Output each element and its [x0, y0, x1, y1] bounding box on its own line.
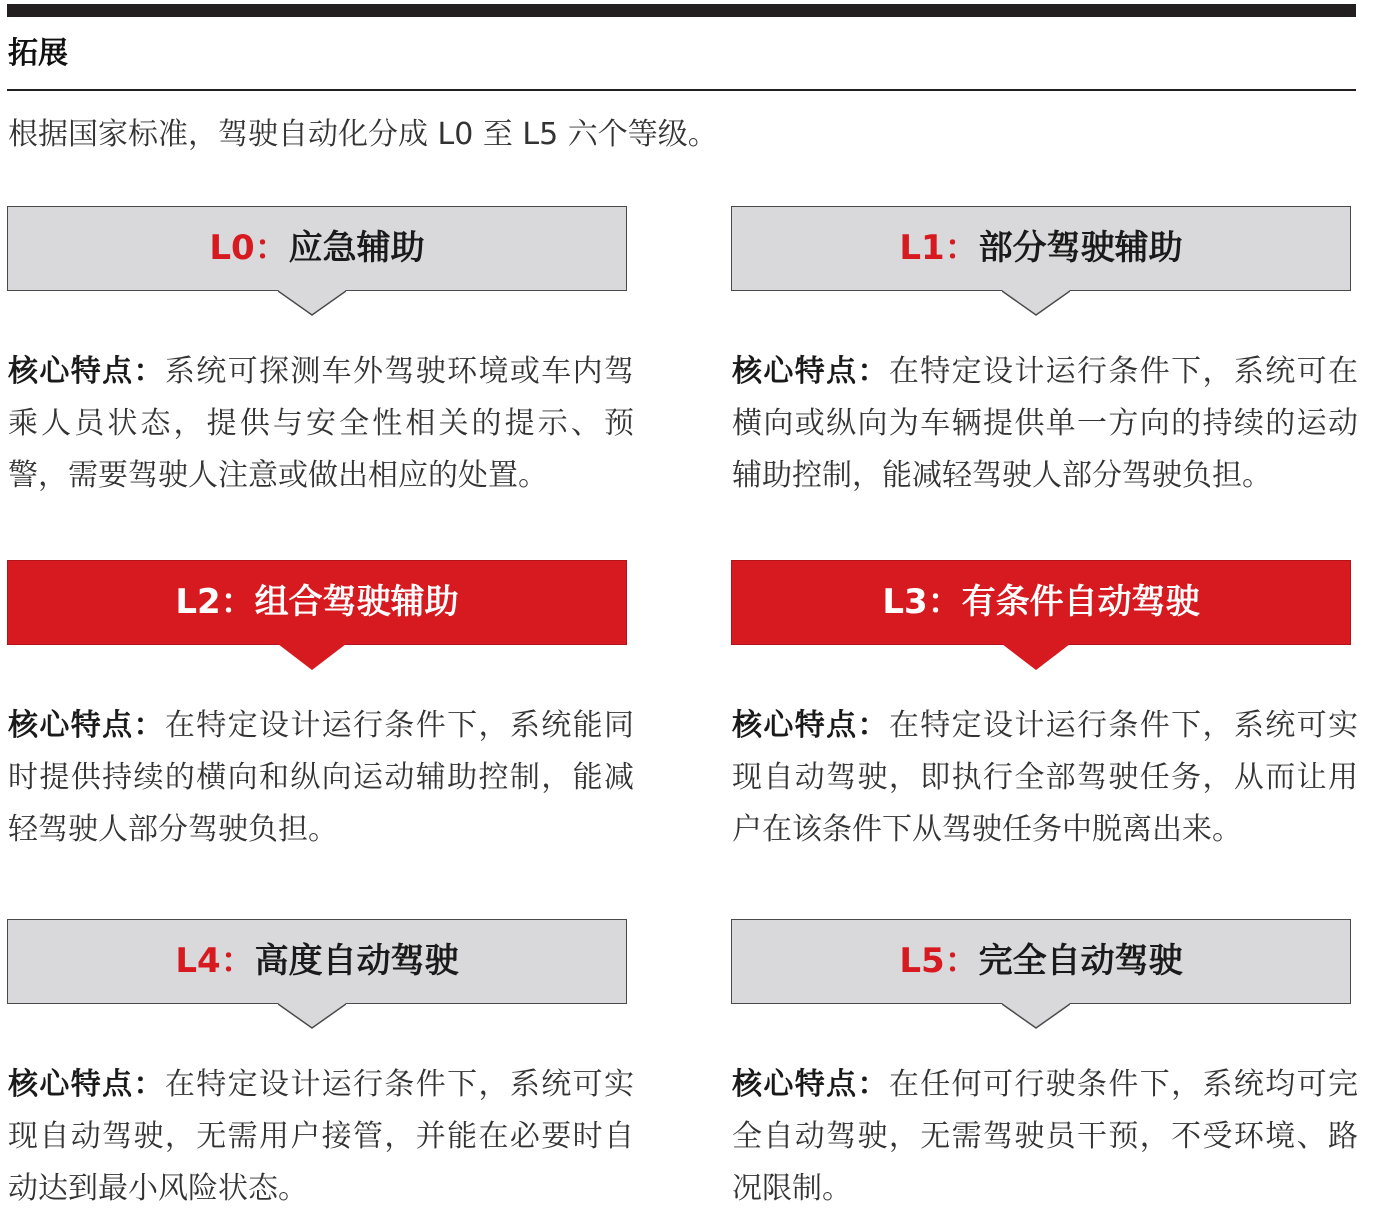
feature-text: 在特定设计运行条件下，系统可实现自动驾驶，无需用户接管，并能在必要时自动达到最小风险状态。 — [8, 1067, 635, 1206]
feature-label: 核心特点： — [8, 354, 165, 389]
level-description-l0 — [8, 346, 634, 502]
feature-label: 核心特点： — [8, 708, 165, 743]
feature-text: 在特定设计运行条件下，系统能同时提供持续的横向和纵向运动辅助控制，能减轻驾驶人部分驾驶负担。 — [8, 708, 635, 847]
intro-text: 根据国家标准，驾驶自动化分成 L0 至 L5 六个等级。 — [8, 117, 718, 152]
feature-label: 核心特点： — [732, 708, 889, 743]
level-code: L5： — [899, 941, 979, 981]
level-header-l0 — [7, 206, 627, 291]
level-name: 部分驾驶辅助 — [978, 228, 1183, 268]
feature-label: 核心特点： — [732, 1067, 889, 1102]
title-divider — [7, 89, 1356, 91]
section-title: 拓展 — [8, 36, 68, 71]
level-heading — [8, 207, 626, 289]
level-header-l3 — [731, 560, 1351, 645]
feature-label: 核心特点： — [8, 1067, 165, 1102]
level-code: L3： — [882, 582, 962, 622]
pointer-arrow-icon — [1002, 290, 1070, 316]
level-name: 有条件自动驾驶 — [961, 582, 1200, 622]
level-code: L0： — [209, 228, 289, 268]
level-heading — [732, 561, 1350, 643]
level-header-l5 — [731, 919, 1351, 1004]
level-heading — [8, 561, 626, 643]
feature-text: 在任何可行驶条件下，系统均可完全自动驾驶，无需驾驶员干预，不受环境、路况限制。 — [732, 1067, 1359, 1206]
feature-text: 系统可探测车外驾驶环境或车内驾乘人员状态，提供与安全性相关的提示、预警，需要驾驶人注意或做出相应的处置。 — [8, 354, 635, 493]
level-name: 高度自动驾驶 — [254, 941, 459, 981]
pointer-arrow-icon — [1002, 1003, 1070, 1029]
level-description-l4 — [8, 1059, 634, 1215]
pointer-arrow-icon — [278, 644, 346, 670]
level-heading — [8, 920, 626, 1002]
level-description-l5 — [732, 1059, 1358, 1215]
level-description-l1 — [732, 346, 1358, 502]
level-code: L1： — [899, 228, 979, 268]
level-description-l2 — [8, 700, 634, 856]
pointer-arrow-icon — [278, 1003, 346, 1029]
level-heading — [732, 207, 1350, 289]
top-rule-bar — [7, 4, 1356, 17]
pointer-arrow-icon — [1002, 644, 1070, 670]
feature-text: 在特定设计运行条件下，系统可在横向或纵向为车辆提供单一方向的持续的运动辅助控制，能减轻驾驶人部分驾驶负担。 — [732, 354, 1359, 493]
level-description-l3 — [732, 700, 1358, 856]
level-header-l4 — [7, 919, 627, 1004]
feature-label: 核心特点： — [732, 354, 889, 389]
level-header-l1 — [731, 206, 1351, 291]
level-name: 应急辅助 — [288, 228, 425, 268]
level-name: 组合驾驶辅助 — [254, 582, 459, 622]
level-name: 完全自动驾驶 — [978, 941, 1183, 981]
level-code: L4： — [175, 941, 255, 981]
feature-text: 在特定设计运行条件下，系统可实现自动驾驶，即执行全部驾驶任务，从而让用户在该条件下从驾驶任务中脱离出来。 — [732, 708, 1359, 847]
level-code: L2： — [175, 582, 255, 622]
level-header-l2 — [7, 560, 627, 645]
level-heading — [732, 920, 1350, 1002]
pointer-arrow-icon — [278, 290, 346, 316]
